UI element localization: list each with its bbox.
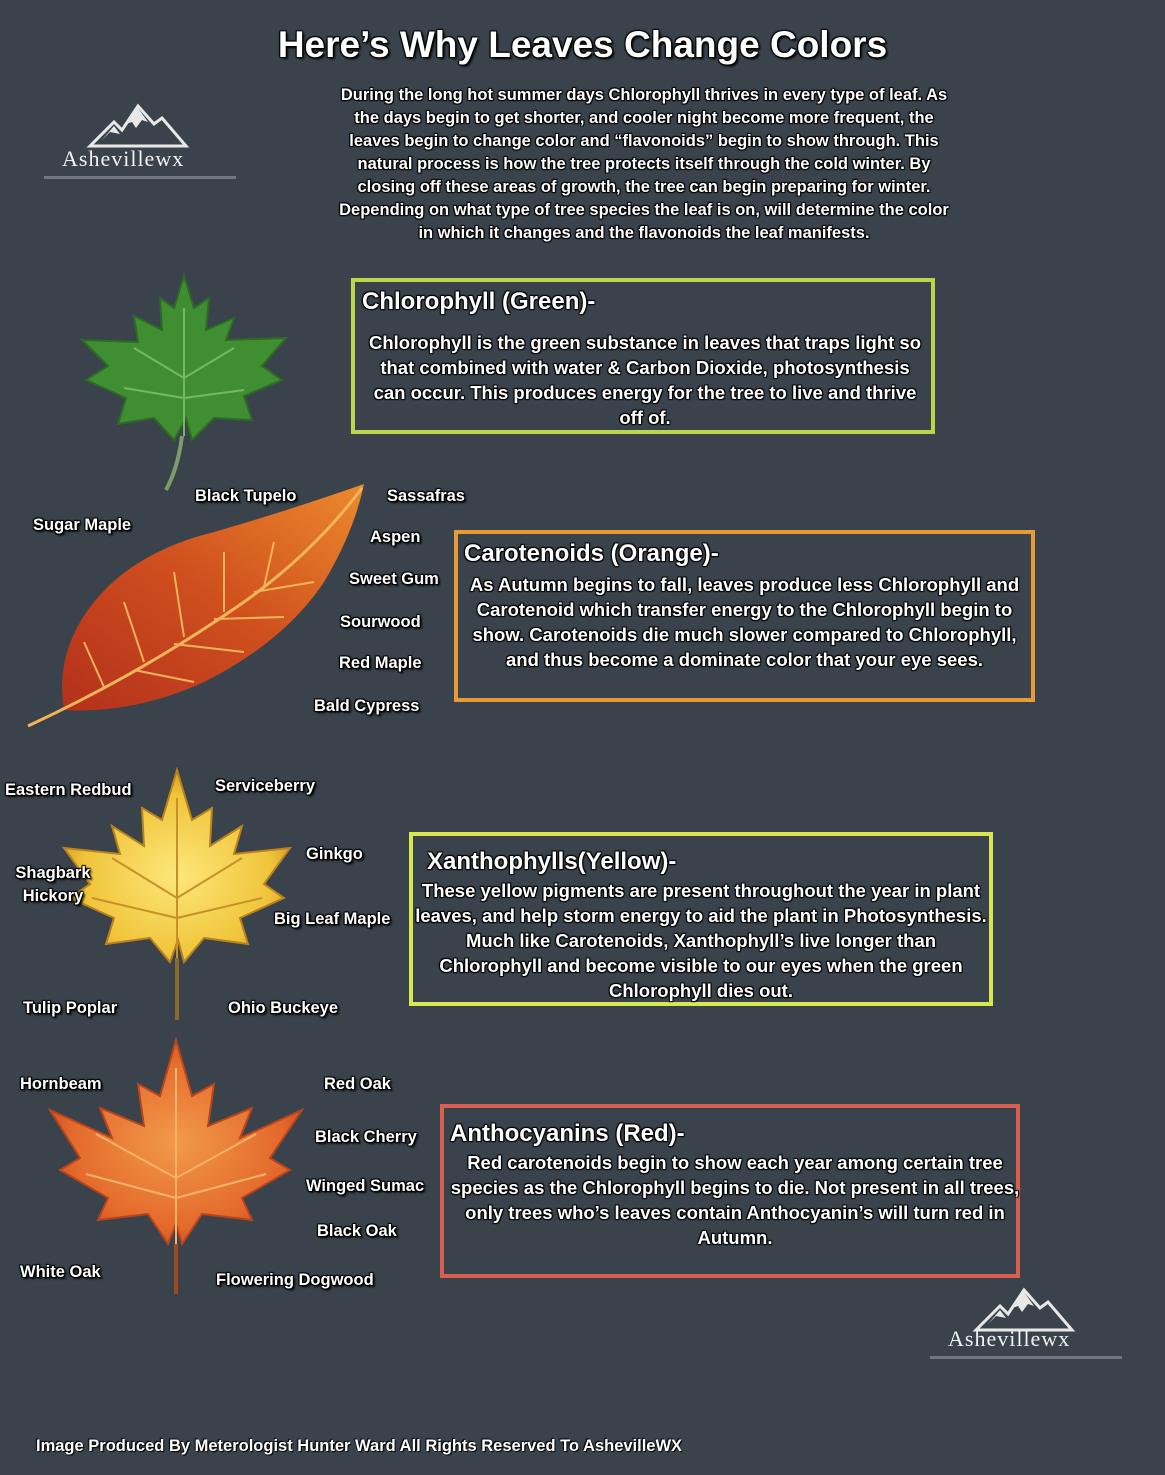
xanthophylls-text: These yellow pigments are present throughout the year in plant leaves, and help storm energy to aid the plant in Photosynthesis. Much like Carotenoids, Xanthophyll’s live longer than Chlorophyll and become visible to our eyes when the green Chlorophyll dies out. (415, 880, 987, 1001)
footer-credit: Image Produced By Meterologist Hunter Ward All Rights Reserved To AshevilleWX (36, 1437, 683, 1455)
xanthophylls-box (409, 832, 993, 1006)
tree-label-bald-cypress: Bald Cypress (314, 697, 420, 715)
tree-label-hornbeam: Hornbeam (20, 1075, 102, 1093)
tree-label-black-cherry: Black Cherry (315, 1128, 417, 1146)
logo-underline (930, 1356, 1122, 1359)
tree-label-eastern-redbud: Eastern Redbud (5, 781, 132, 799)
logo-text: Ashevillewx (62, 146, 185, 171)
tree-label-tulip-poplar: Tulip Poplar (23, 999, 118, 1017)
carotenoids-box (454, 530, 1035, 702)
tree-label-black-oak: Black Oak (317, 1222, 397, 1240)
tree-label-aspen: Aspen (370, 528, 421, 546)
logo-top (44, 100, 236, 180)
tree-label-white-oak: White Oak (20, 1263, 101, 1281)
anthocyanins-box (440, 1104, 1020, 1278)
logo-underline (44, 176, 236, 179)
chlorophyll-text: Chlorophyll is the green substance in leaves that traps light so that combined with water & Carbon Dioxide, photosynthesis can occur. This produces energy for the tree to live and thrive off of. (368, 332, 922, 428)
tree-label-sweet-gum: Sweet Gum (349, 570, 439, 588)
xanthophylls-title: Xanthophylls(Yellow)- (427, 848, 677, 875)
green-leaf-illustration (74, 268, 294, 498)
carotenoids-text: As Autumn begins to fall, leaves produce less Chlorophyll and Carotenoid which transfer energy to the Chlorophyll begin to show. Carotenoids die much slower compared to Chlorophyll, and thus become a dominate color that your eye sees. (469, 574, 1020, 670)
tree-label-black-tupelo: Black Tupelo (195, 487, 297, 505)
mountain-icon (88, 102, 188, 148)
tree-label-shagbark-hickory: Shagbark Hickory (15, 864, 91, 905)
logo-text: Ashevillewx (948, 1326, 1071, 1351)
chlorophyll-box (351, 278, 935, 434)
tree-label-serviceberry: Serviceberry (215, 777, 315, 795)
tree-label-red-maple: Red Maple (339, 654, 422, 672)
carotenoids-title: Carotenoids (Orange)- (464, 540, 719, 567)
tree-label-sassafras: Sassafras (387, 487, 465, 505)
tree-label-flowering-dogwood: Flowering Dogwood (216, 1271, 374, 1289)
tree-label-winged-sumac: Winged Sumac (306, 1177, 425, 1195)
tree-label-big-leaf-maple: Big Leaf Maple (274, 910, 391, 928)
chlorophyll-title: Chlorophyll (Green)- (362, 288, 596, 315)
tree-label-ohio-buckeye: Ohio Buckeye (228, 999, 339, 1017)
tree-label-ginkgo: Ginkgo (306, 845, 363, 863)
intro-text: During the long hot summer days Chlorophyll thrives in every type of leaf. As the days begin to get shorter, and cooler night become more frequent, the leaves begin to change color and “flavonoids” begin to show through. This natural process is how the tree protects itself through the cold winter. By closing off these areas of growth, the tree can begin preparing for winter. Depending on what type of tree species the leaf is on, will determine the color in which it changes and the flavonoids the leaf manifests. (339, 86, 949, 242)
tree-label-sourwood: Sourwood (340, 613, 421, 631)
tree-label-red-oak: Red Oak (324, 1075, 391, 1093)
tree-label-sugar-maple: Sugar Maple (33, 516, 132, 534)
logo-bottom (930, 1284, 1122, 1364)
anthocyanins-title: Anthocyanins (Red)- (450, 1120, 685, 1147)
page-title: Here’s Why Leaves Change Colors (277, 24, 888, 65)
anthocyanins-text: Red carotenoids begin to show each year among certain tree species as the Chlorophyll begins to die. Not present in all trees, only trees who’s leaves contain Anthocyanin’s will turn red in Autumn. (450, 1152, 1020, 1248)
